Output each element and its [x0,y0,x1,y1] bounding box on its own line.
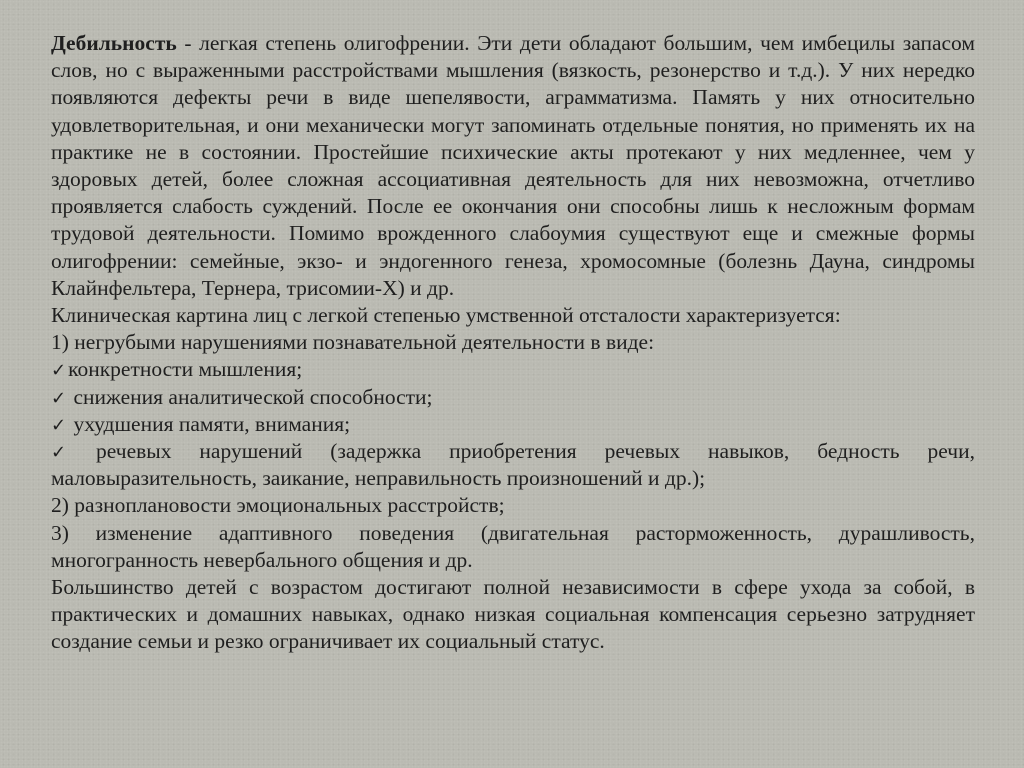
checkmark-icon: ✓ [51,414,67,436]
check-item-2-text: снижения аналитической способности; [73,384,433,409]
intro-text: - легкая степень олигофрении. Эти дети обладают большим, чем имбецилы запасом слов, но с выраженными расстройствами мышления (вязкость, резонерство и т.д.). У них нередко появляются дефекты речи в виде шепелявости, аграмматизма. Память у них относительно удовлетворительная, и они механически могут запоминать отдельные понятия, но применять их на практике не в состоянии. Простейшие психические акты протекают у них медленнее, чем у здоровых детей, более сложная ассоциативная деятельность для них невозможна, отчетливо проявляется слабость суждений. После ее окончания они способны лишь к несложным формам трудовой деятельности. Помимо врожденного слабоумия существуют еще и смежные формы олигофрении: семейные, экзо- и эндогенного генеза, хромосомные (болезнь Дауна, синдромы Клайнфельтера, Тернера, трисомии-Х) и др. [51,31,975,300]
slide-content [51,30,975,656]
clinical-header: Клиническая картина лиц с легкой степенью умственной отсталости характеризуется: [51,303,841,328]
checkmark-icon: ✓ [51,387,67,409]
point-1: 1) негрубыми нарушениями познавательной деятельности в виде: [51,330,655,355]
checkmark-icon: ✓ [51,442,67,464]
check-item-1 [51,356,975,383]
conclusion-paragraph: Большинство детей с возрастом достигают полной независимости в сфере ухода за собой, в практических и домашних навыках, однако низкая социальная компенсация серьезно затрудняет создание семьи и резко ограничивает их социальный статус. [51,575,975,654]
point-2: 2) разноплановости эмоциональных расстройств; [51,493,505,518]
check-item-3 [51,411,975,438]
check-item-4 [51,438,975,492]
check-item-2 [51,384,975,411]
point-3: 3) изменение адаптивного поведения (двигательная расторможенность, дурашливость, многогранность невербального общения и др. [51,520,975,572]
checkmark-icon: ✓ [51,360,67,382]
intro-paragraph [51,30,975,302]
term-debility: Дебильность [51,31,177,55]
check-item-4-text: речевых нарушений (задержка приобретения речевых навыков, бедность речи, маловыразительность, заикание, неправильность произношений и др.); [51,439,975,491]
check-item-3-text: ухудшения памяти, внимания; [73,411,351,436]
check-item-1-text: конкретности мышления; [68,357,303,382]
